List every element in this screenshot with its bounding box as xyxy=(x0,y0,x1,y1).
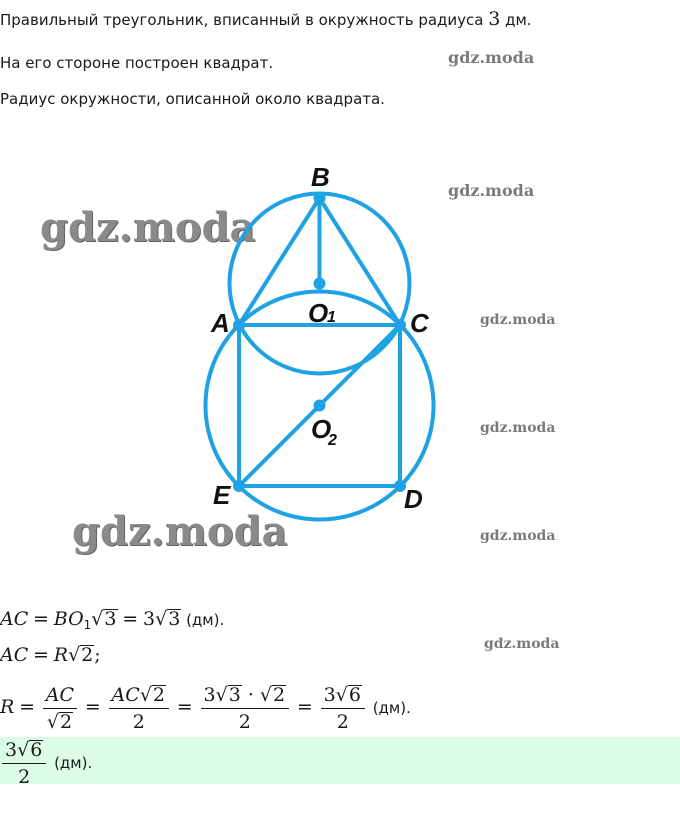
problem-line-3: Радиус окружности, описанной около квадрата. xyxy=(0,90,385,108)
eq1-bo: BO xyxy=(53,608,84,630)
equation-3 xyxy=(0,684,411,733)
eq1-rad-1: 3 xyxy=(104,608,117,630)
eq1-equals-2: = xyxy=(122,608,139,630)
eq3-f3-num-rad-a: 3 xyxy=(228,684,241,706)
label-o1: O xyxy=(308,298,329,328)
eq3-f3-num: 3√3 · √2 xyxy=(201,684,290,709)
eq1-equals-1: = xyxy=(33,608,49,630)
equation-2 xyxy=(0,644,101,666)
equation-1 xyxy=(0,608,224,632)
eq3-equals-2: = xyxy=(84,696,101,718)
eq3-f3-num-rad-b: 2 xyxy=(273,684,286,706)
point-a xyxy=(233,319,245,331)
answer-num-coef: 3 xyxy=(5,739,18,761)
answer-unit: (дм). xyxy=(54,754,93,772)
side-bc xyxy=(320,198,401,325)
eq1-unit: (дм). xyxy=(186,611,225,629)
eq3-equals-4: = xyxy=(296,696,313,718)
eq3-equals-3: = xyxy=(176,696,193,718)
eq3-f4-num-coef: 3 xyxy=(323,684,336,706)
watermark-8: gdz.moda xyxy=(484,636,560,652)
eq3-f1-den: √2 xyxy=(46,711,73,733)
eq3-f4-num: 3√6 xyxy=(321,684,365,709)
label-c: C xyxy=(410,308,429,338)
eq2-end: ; xyxy=(94,644,101,666)
watermark-7: gdz.moda xyxy=(480,528,556,544)
eq1-sqrt-1: √3 xyxy=(91,608,117,630)
problem-line-2: На его стороне построен квадрат. xyxy=(0,54,274,72)
answer-content xyxy=(2,739,92,788)
eq3-lhs: R xyxy=(0,696,15,718)
eq3-f2-den: 2 xyxy=(132,711,145,733)
radius-unit: дм. xyxy=(500,11,532,29)
eq3-f4-den: 2 xyxy=(336,711,349,733)
eq3-f2-num xyxy=(109,684,169,709)
eq1-rad-2: 3 xyxy=(168,608,181,630)
point-b xyxy=(314,192,326,204)
watermark-2: gdz.moda xyxy=(448,181,535,200)
eq1-lhs: AC xyxy=(0,608,29,630)
eq1-sqrt-2: √3 xyxy=(155,608,181,630)
label-d: D xyxy=(404,484,423,514)
eq3-f3-dot: · xyxy=(247,684,254,706)
watermark-4: gdz.moda xyxy=(480,312,556,328)
label-o2-sub: 2 xyxy=(328,432,337,449)
eq3-fraction-2 xyxy=(109,684,169,733)
answer-numerator: 3√6 xyxy=(2,739,46,764)
eq3-f1-num: AC xyxy=(43,684,77,709)
label-a: A xyxy=(211,308,230,338)
eq2-r: R xyxy=(53,644,69,666)
point-o1 xyxy=(314,278,326,290)
point-c xyxy=(394,319,406,331)
answer-num-rad: 6 xyxy=(30,739,43,761)
label-e: E xyxy=(213,480,231,510)
point-o2 xyxy=(314,400,326,412)
eq2-lhs: AC xyxy=(0,644,29,666)
radius-value: 3 xyxy=(488,8,501,30)
eq3-f1-den-rad: 2 xyxy=(59,711,73,733)
eq3-f3-num-a: 3 xyxy=(203,684,216,706)
label-b: B xyxy=(311,162,330,192)
answer-fraction xyxy=(2,739,46,788)
eq3-fraction-1 xyxy=(43,684,77,733)
watermark-3: gdz.moda xyxy=(40,204,256,251)
answer-box xyxy=(0,737,680,788)
eq3-f2-num-rad: 2 xyxy=(152,684,166,706)
watermark-1: gdz.moda xyxy=(448,48,535,67)
eq1-coef: 3 xyxy=(142,608,156,630)
eq3-fraction-3 xyxy=(201,684,290,733)
eq2-rad: 2 xyxy=(81,644,94,666)
eq2-equals: = xyxy=(33,644,49,666)
eq3-fraction-4 xyxy=(321,684,365,733)
eq2-sqrt: √2 xyxy=(68,644,94,666)
label-o2: O xyxy=(311,414,332,444)
label-o1-sub: 1 xyxy=(327,309,336,326)
eq3-f4-num-rad: 6 xyxy=(348,684,361,706)
answer-denominator: 2 xyxy=(18,766,31,788)
eq3-f2-num-sqrt: √2 xyxy=(139,684,166,706)
eq3-equals-1: = xyxy=(19,696,36,718)
point-e xyxy=(233,480,245,492)
eq3-unit: (дм). xyxy=(372,699,411,717)
watermark-6: gdz.moda xyxy=(72,508,288,555)
watermark-5: gdz.moda xyxy=(480,420,556,436)
eq3-f3-den: 2 xyxy=(238,711,251,733)
problem-line-1-text: Правильный треугольник, вписанный в окружность радиуса xyxy=(0,11,489,29)
eq3-f2-num-ac: AC xyxy=(111,684,140,706)
eq1-bo-sub: 1 xyxy=(83,618,92,632)
